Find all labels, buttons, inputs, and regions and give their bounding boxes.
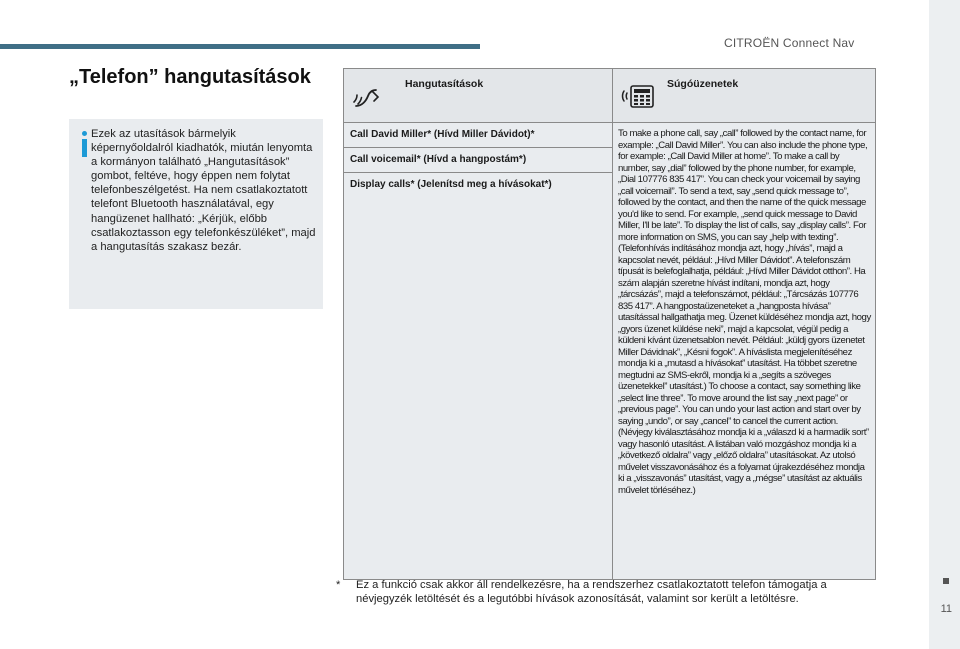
help-messages-header xyxy=(613,69,876,123)
footnote-mark: * xyxy=(336,579,341,591)
footnote-text: Ez a funkció csak akkor áll rendelkezésre, ha a rendszerhez csatlakoztatott telefon támogatja a névjegyzék letöltését és a legutóbbi hívások azonosítását, valamint sor került a letöltésre. xyxy=(356,579,827,605)
voice-command-icon xyxy=(352,87,382,109)
page-marker xyxy=(943,578,949,584)
help-text: To make a phone call, say „call” followed by the contact name, for example: „Call David Miller”. You can also include the phone type, for example: „Call David Miller at home”. To make a call by number, say „dial” followed by the phone number, for example, „Dial 107776 835 417”. You can check your voicemail by saying „call voicemail”. To send a text, say „send quick message to”, followed by the contact, and then the name of the quick message you'd like to send. For example, „send quick message to David Miller, I'll be late”. To display the list of calls, say „display calls”. For more information on SMS, you can say „help with texting”. (Telefonhívás indításához mondja azt, hogy „hívás”, majd a kapcsolat nevét, például: „Hívd Miller Dávidot”. A telefonszám típusát is belefoglalhatja, például: „Hívd Miller Dávidot otthon”. Ha szám alapján szeretne hívást indítani, mondja azt, hogy „tárcsázás”, majd a telefonszámot, például: „Tárcsázás 107776 835 417”. A hangpostaüzeneteket a „hangposta hívása” utasítással hallgathatja meg. Üzenet küldéséhez mondja azt, hogy „gyors üzenet küldése neki”, majd a kapcsolat, végül pedig a küldeni kívánt üzenetsablon nevét. Például: „küldj gyors üzenetet Miller Dávidnak”, „Késni fogok”. A híváslista megjelenítéséhez mondja ki a „mutasd a hívásokat” utasítást. Ha többet szeretne megtudni az SMS-ekről, mondja ki a „segíts a szöveges üzenetekkel” utasítást.) To choose a contact, say something like „select line three”. To move around the list say „next page” or „previous page”. You can undo your last action and start over by saying „undo”, or say „cancel” to cancel the current action. (Névjegy kiválasztásához mondja ki a „válaszd ki a harmadik sort” vagy hasonló utasítást. A listában való mozgáshoz mondja ki a „következő oldalra” vagy „előző oldalra” utasításokat. Az utolsó művelet visszavonásához és a folyamat újrakezdéséhez mondja ki a „visszavonás” utasítást, vagy a „mégse” utasítást az aktuális művelet törléséhez.) xyxy=(618,128,871,496)
page-title: „Telefon” hangutasítások xyxy=(69,66,311,88)
help-text-cell xyxy=(613,123,876,580)
table-row xyxy=(344,123,876,148)
side-strip xyxy=(929,0,960,649)
table-header-row xyxy=(344,69,876,123)
command-cell: Display calls* (Jelenítsd meg a hívásokat*) xyxy=(344,173,613,580)
header-rule xyxy=(0,44,480,49)
info-text: Ezek az utasítások bármelyik képernyőoldalról kiadhatók, miután lenyomta a kormányon található „Hangutasítások” gombot, feltéve, hogy éppen nem folytat telefonbeszélgetést. Ha nem csatlakoztatott telefont Bluetooth használatával, egy hangüzenet hallható: „Kérjük, előbb csatlakoztasson egy telefonkészüléket”, majd a hangutasítás szakasz bezár. xyxy=(91,128,316,253)
help-messages-header-label: Súgóüzenetek xyxy=(667,78,739,90)
footnote xyxy=(336,578,876,606)
voice-commands-header-label: Hangutasítások xyxy=(405,78,484,90)
voice-commands-table xyxy=(343,68,876,580)
header-brand: CITROËN Connect Nav xyxy=(724,36,855,50)
info-box xyxy=(69,119,323,309)
page-number: 11 xyxy=(940,603,952,615)
command-cell: Call David Miller* (Hívd Miller Dávidot)* xyxy=(344,123,613,148)
info-icon xyxy=(80,131,90,157)
phone-keypad-icon xyxy=(621,83,657,109)
voice-commands-header xyxy=(344,69,613,123)
command-cell: Call voicemail* (Hívd a hangpostám*) xyxy=(344,148,613,173)
